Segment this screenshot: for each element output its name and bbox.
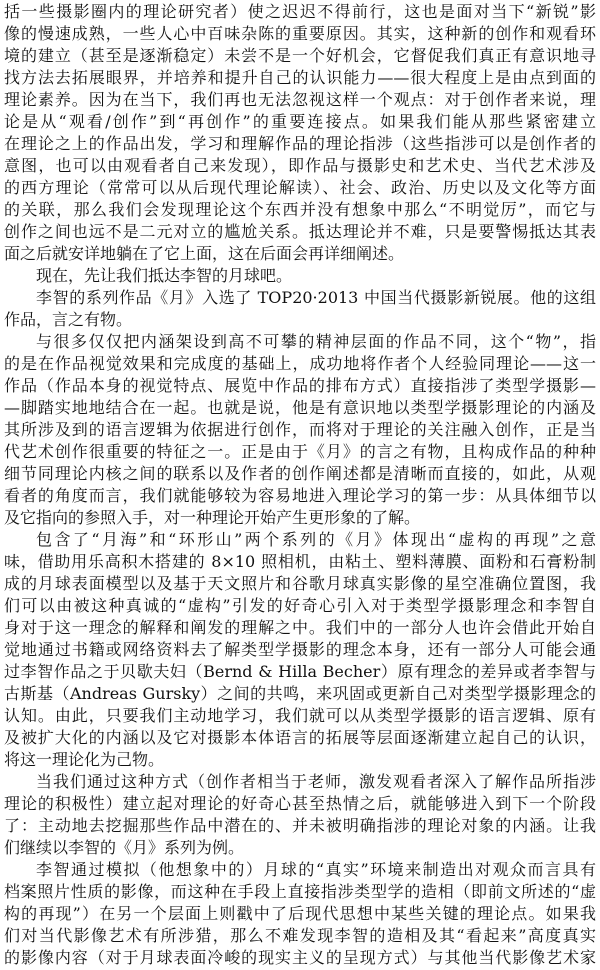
- text-line: 作品，言之有物。: [4, 310, 133, 329]
- text-line: 理论的积极性）建立起对理论的好奇心甚至热情之后，就能够进入到下一个阶段: [4, 794, 596, 813]
- text-line: 身对于这一理念的解释和阐发的理解之中。我们中的一部分人也许会借此开始自: [4, 618, 596, 637]
- text-line: 像的慢速成熟，一些人心中百味杂陈的重要原因。其实，这种新的创作和观看环: [4, 24, 596, 43]
- paragraph-7: [4, 859, 596, 969]
- text-line: 代艺术创作很重要的特征之一。正是由于《月》的言之有物，且构成作品的种种: [4, 442, 596, 461]
- text-line: —脚踏实地地结合在一起。也就是说，他是有意识地以类型学摄影理论的内涵及: [4, 398, 596, 417]
- text-line: 作品（作品本身的视觉特点、展览中作品的排布方式）直接指涉了类型学摄影—: [4, 376, 596, 395]
- paragraph-5: [4, 529, 596, 771]
- text-line: 及它指向的参照入手，对一种理论开始产生更形象的了解。: [4, 508, 421, 527]
- text-line: 当我们通过这种方式（创作者相当于老师，激发观看者深入了解作品所指涉: [36, 772, 596, 791]
- text-line: 过李智作品之于贝歇夫妇（Bernd & Hilla Becher）原有理念的差异或者李智与: [4, 662, 596, 681]
- text-line: 的关联，那么我们会发现理论这个东西并没有想象中那么“不明觉厉”，而它与: [4, 200, 596, 219]
- text-line: 成的月球表面模型以及基于天文照片和谷歌月球真实影像的星空准确位置图，我: [4, 574, 596, 593]
- text-line: 与很多仅仅把内涵架设到高不可攀的精神层面的作品不同，这个“物”，指: [36, 332, 596, 351]
- paragraph-3: [4, 287, 596, 331]
- text-line: 看者的角度而言，我们就能够较为容易地进入理论学习的第一步：从具体细节以: [4, 486, 596, 505]
- text-line: 的影像内容（对于月球表面冷峻的现实主义的呈现方式）与其他当代影像艺术家: [4, 948, 596, 967]
- text-line: 李智的系列作品《月》入选了 TOP20·2013 中国当代摄影新锐展。他的这组: [36, 288, 596, 307]
- text-line: 在理论之上的作品出发，学习和理解作品的理论指涉（这些指涉可以是创作者的: [4, 134, 596, 153]
- paragraph-2: [4, 265, 596, 287]
- text-line: 认知。由此，只要我们主动地学习，我们就可以从类型学摄影的语言逻辑、原有: [4, 706, 596, 725]
- text-line: 了：主动地去挖掘那些作品中潜在的、并未被明确指涉的理论对象的内涵。让我: [4, 816, 596, 835]
- paragraph-1: [4, 1, 596, 265]
- text-line: 古斯基（Andreas Gursky）之间的共鸣，来巩固或更新自己对类型学摄影理念的: [4, 684, 596, 703]
- text-line: 的是在作品视觉效果和完成度的基础上，成功地将作者个人经验同理论——这一: [4, 354, 596, 373]
- text-line: 括一些摄影圈内的理论研究者）使之迟迟不得前行，这也是面对当下“新锐”影: [4, 2, 596, 21]
- text-line: 其所涉及到的语言逻辑为依据进行创作，而将对于理论的关注融入创作，正是当: [4, 420, 596, 439]
- text-line: 创作之间也远不是二元对立的尴尬关系。抵达理论并不难，只是要警惕抵达其表: [4, 222, 596, 241]
- text-line: 档案照片性质的影像，而这种在手段上直接指涉类型学的造相（即前文所述的“虚: [4, 882, 596, 901]
- paragraph-6: [4, 771, 596, 859]
- paragraph-4: [4, 331, 596, 529]
- text-line: 觉地通过书籍或网络资料去了解类型学摄影的理念本身，还有一部分人可能会通: [4, 640, 596, 659]
- text-line: 构的再现”）在另一个层面上则戳中了后现代思想中某些关键的理论点。如果我: [4, 904, 596, 923]
- text-line: 将这一理论化为己物。: [4, 750, 165, 769]
- text-line: 包含了“月海”和“环形山”两个系列的《月》体现出“虚构的再现”之意: [36, 530, 596, 549]
- text-line: 理论素养。因为在当下，我们再也无法忽视这样一个观点：对于创作者来说，理: [4, 90, 596, 109]
- text-line: 找方法去拓展眼界，并培养和提升自己的认识能力——很大程度上是由点到面的: [4, 68, 596, 87]
- text-line: 境的建立（甚至是逐渐稳定）未尝不是一个好机会，它督促我们真正有意识地寻: [4, 46, 596, 65]
- text-line: 们可以由被这种真诚的“虚构”引发的好奇心引入对于类型学摄影理念和李智自: [4, 596, 596, 615]
- text-line: 现在，先让我们抵达李智的月球吧。: [36, 266, 293, 285]
- text-line: 的西方理论（常常可以从后现代理论解读）、社会、政治、历史以及文化等方面: [4, 178, 596, 197]
- text-line: 意图，也可以由观看者自己来发现），即作品与摄影史和艺术史、当代艺术涉及: [4, 156, 596, 175]
- text-line: 们对当代影像艺术有所涉猎，那么不难发现李智的造相及其“看起来”高度真实: [4, 926, 596, 945]
- text-line: 面之后就安详地躺在了它上面，这在后面会再详细阐述。: [4, 244, 405, 263]
- text-line: 们继续以李智的《月》系列为例。: [4, 838, 245, 857]
- text-line: 李智通过模拟（他想象中的）月球的“真实”环境来制造出对观众而言具有: [36, 860, 596, 879]
- text-line: 论是从“观看/创作”到“再创作”的重要连接点。如果我们能从那些紧密建立: [4, 112, 596, 131]
- text-line: 细节同理论内核之间的联系以及作者的创作阐述都是清晰而直接的，如此，从观: [4, 464, 596, 483]
- text-line: 味，借助用乐高积木搭建的 8×10 照相机，由粘土、塑料薄膜、面粉和石膏粉制: [4, 552, 596, 571]
- text-line: 及被扩大化的内涵以及它对摄影本体语言的拓展等层面逐渐建立起自己的认识，: [4, 728, 596, 747]
